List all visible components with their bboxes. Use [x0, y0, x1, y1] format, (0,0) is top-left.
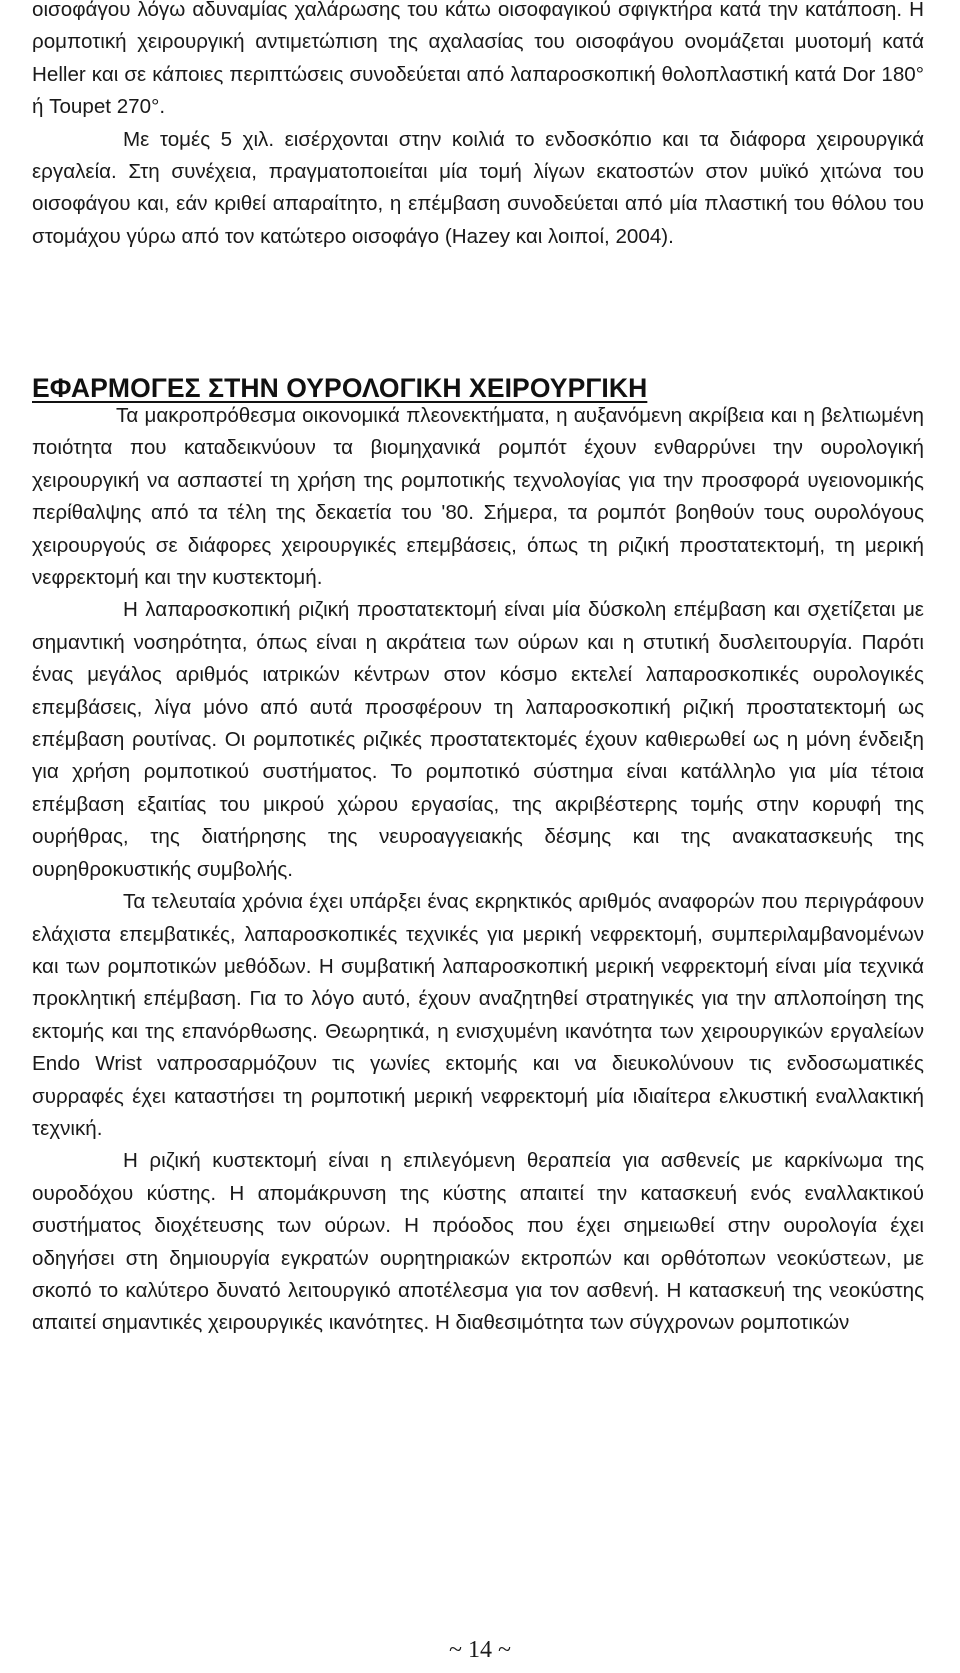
- urology-section-body: [32, 400, 924, 1340]
- paragraph-intro: Τα μακροπρόθεσμα οικονομικά πλεονεκτήματα, η αυξανόμενη ακρίβεια και η βελτιωμένη ποιότητα που καταδεικνύουν τα βιομηχανικά ρομπότ έχουν ενθαρρύνει την ουρολογική χειρουργική να ασπαστεί τη χρήση της ρομποτικής τεχνολογίας για την προσφορά υγειονομικής περίθαλψης από τα τέλη της δεκαετία του '80. Σήμερα, τα ρομπότ βοηθούν τους ουρολόγους χειρουργούς σε διάφορες χειρουργικές επεμβάσεις, όπως τη ριζική προστατεκτομή, τη μερική νεφρεκτομή και την κυστεκτομή.: [32, 404, 924, 590]
- paragraph-achalasia: οισοφάγου λόγω αδυναμίας χαλάρωσης του κάτω οισοφαγικού σφιγκτήρα κατά την κατάποση. Η ρομποτική χειρουργική αντιμετώπιση της αχαλασίας του οισοφάγου ονομάζεται μυοτομή κατά Heller και σε κάποιες περιπτώσεις συνοδεύεται από λαπαροσκοπική θολοπλαστική κατά Dor 180° ή Toupet 270°.: [32, 0, 924, 119]
- paragraph-nephrectomy: Τα τελευταία χρόνια έχει υπάρξει ένας εκρηκτικός αριθμός αναφορών που περιγράφουν ελάχιστα επεμβατικές, λαπαροσκοπικές τεχνικές για μερική νεφρεκτομή, συμπεριλαμβανομένων και των ρομποτικών μεθόδων. Η συμβατική λαπαροσκοπική μερική νεφρεκτομή είναι μία τεχνικά προκλητική επέμβαση. Για το λόγο αυτό, έχουν αναζητηθεί στρατηγικές για την απλοποίηση της εκτομής και της επανόρθωσης. Θεωρητικά, η ενισχυμένη ικανότητα των χειρουργικών εργαλείων Endo Wrist ναπροσαρμόζουν τις γωνίες εκτομής και να διευκολύνουν τις ενδοσωματικές συρραφές έχει καταστήσει τη ρομποτική μερική νεφρεκτομή μία ιδιαίτερα ελκυστική εναλλακτική τεχνική.: [32, 890, 924, 1140]
- continued-section: [32, 0, 924, 253]
- paragraph-heller-procedure: Με τομές 5 χιλ. εισέρχονται στην κοιλιά το ενδοσκόπιο και τα διάφορα χειρουργικά εργαλεία. Στη συνέχεια, πραγματοποιείται μία τομή λίγων εκατοστών στον μυϊκό χιτώνα του οισοφάγου και, εάν κριθεί απαραίτητο, η επέμβαση συνοδεύεται από μία πλαστική του θόλου του στομάχου γύρω από τον κατώτερο οισοφάγο (Hazey και λοιποί, 2004).: [32, 127, 924, 248]
- section-heading: ΕΦΑΡΜΟΓΕΣ ΣΤΗΝ ΟΥΡΟΛΟΓΙΚΗ ΧΕΙΡΟΥΡΓΙΚΗ: [32, 373, 648, 403]
- paragraph-prostatectomy: Η λαπαροσκοπική ριζική προστατεκτομή είναι μία δύσκολη επέμβαση και σχετίζεται με σημαντική νοσηρότητα, όπως είναι η ακράτεια των ούρων και η στυτική δυσλειτουργία. Παρότι ένας μεγάλος αριθμός ιατρικών κέντρων στον κόσμο εκτελεί λαπαροσκοπικές ουρολογικές επεμβάσεις, λίγα μόνο από αυτά προσφέρουν τη λαπαροσκοπική ριζική προστατεκτομή ως επέμβαση ρουτίνας. Οι ρομποτικές ριζικές προστατεκτομές έχουν καθιερωθεί ως η μόνη ένδειξη για χρήση ρομποτικού συστήματος. Το ρομποτικό σύστημα είναι κατάλληλο για μία τέτοια επέμβαση εξαιτίας του μικρού χώρου εργασίας, της ακριβέστερης τομής στην κορυφή της ουρήθρας, της διατήρησης της νευροαγγειακής δέσμης και της ανακατασκευής της ουρηθροκυστικής συμβολής.: [32, 598, 924, 881]
- paragraph-cystectomy: Η ριζική κυστεκτομή είναι η επιλεγόμενη θεραπεία για ασθενείς με καρκίνωμα της ουροδόχου κύστης. Η απομάκρυνση της κύστης απαιτεί την κατασκευή ενός εναλλακτικού συστήματος διοχέτευσης των ούρων. Η πρόοδος που έχει σημειωθεί στην ουρολογία έχει οδηγήσει στη δημιουργία εγκρατών ουρητηριακών εκτροπών και ορθότοπων νεοκύστεων, με σκοπό το καλύτερο δυνατό λειτουργικό αποτέλεσμα για τον ασθενή. Η κατασκευή της νεοκύστης απαιτεί σημαντικές χειρουργικές ικανότητες. Η διαθεσιμότητα των σύγχρονων ρομποτικών: [32, 1149, 924, 1335]
- page-number: ~ 14 ~: [449, 1637, 511, 1663]
